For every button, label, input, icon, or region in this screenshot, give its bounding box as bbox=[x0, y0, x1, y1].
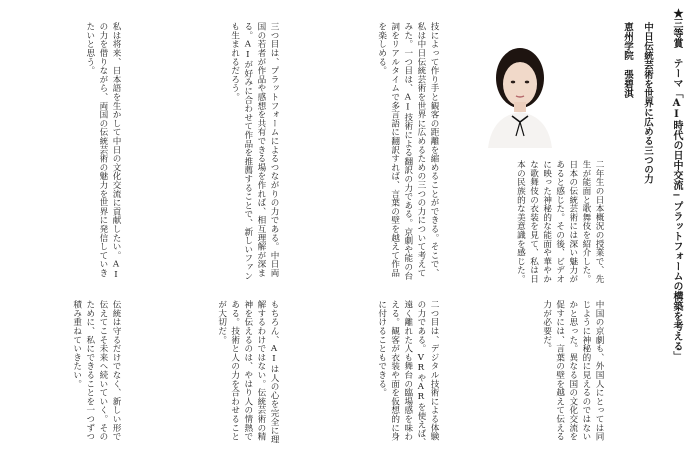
paragraph: 二つ目は、デジタル技術による体験の力である。VRやARを使えば、遠く離れた人も舞台の臨場感を味わえる。観客が衣装や面を仮想的に身に付けることもできる。 bbox=[376, 300, 439, 447]
paragraph: 中国の京劇も、外国人にとっては同じように神秘的に見えるのではないかと思った。異なる国の文化交流を促すには、言葉の壁を越えて伝える力が必要だ。 bbox=[541, 300, 604, 441]
paragraph: もちろん、AIは人の心を完全に理解するわけではない。伝統芸術の精神を伝えるのは、やはり人の情熱である。技術と人の力を合わせることが大切だ。 bbox=[216, 300, 279, 444]
body-column-5 bbox=[130, 22, 280, 284]
essay-subtitle: 中日伝統芸術を世界に広める三つの力 bbox=[642, 22, 653, 184]
body-column-6 bbox=[130, 300, 280, 448]
author-photo bbox=[478, 36, 562, 148]
author-name: 張碧淇 bbox=[622, 69, 633, 98]
body-column-7 bbox=[10, 22, 122, 284]
paragraph: 三つ目は、プラットフォームによるつながりの力である。中日両国の若者が作品や感想を共有できる場を作れば、相互理解が深まる。AIが好みに合わせて作品を推薦することで、新しいファンも生まれるだろう。 bbox=[229, 22, 279, 280]
body-column-3 bbox=[290, 22, 440, 284]
body-column-8 bbox=[10, 300, 122, 448]
body-column-2 bbox=[455, 300, 605, 448]
paragraph: 技によって作り手と観客の距離を縮めることができる。そこで、私は中日伝統芸術を世界に広めるための三つの力について考えてみた。一つ目は、AI技術による翻訳の力である。京劇や能の台詞をリアルタイムで多言語に翻訳すれば、言葉の壁を越えて作品を楽しめる。 bbox=[376, 22, 439, 280]
portrait-image bbox=[478, 36, 562, 148]
body-column-1 bbox=[455, 160, 605, 284]
school-name: 恵州学院 bbox=[622, 22, 633, 60]
award-title: ★三等賞 テーマ「AI時代の日中交流−プラットフォームの構築を考える」 bbox=[671, 8, 682, 361]
paragraph: 二年生の日本概況の授業で、先生が能面と歌舞伎を紹介した。日本の伝統芸術には深い魅力があると感じた。その後、ビデオに映った神秘的な能面や華やかな歌舞伎の衣装を見て、私は日本の民族的な美意識を感じた。 bbox=[515, 160, 604, 284]
paragraph: 私は将来、日本語を生かして中日の文化交流に貢献したい。AIの力を借りながら、両国の伝統芸術の魅力を世界に発信していきたいと思う。 bbox=[84, 22, 121, 280]
paragraph: 伝統は守るだけでなく、新しい形で伝えてこそ未来へ続いていく。そのために、私にできることを一つずつ積み重ねていきたい。 bbox=[71, 300, 121, 441]
body-column-4 bbox=[290, 300, 440, 448]
author-affiliation bbox=[620, 22, 634, 192]
